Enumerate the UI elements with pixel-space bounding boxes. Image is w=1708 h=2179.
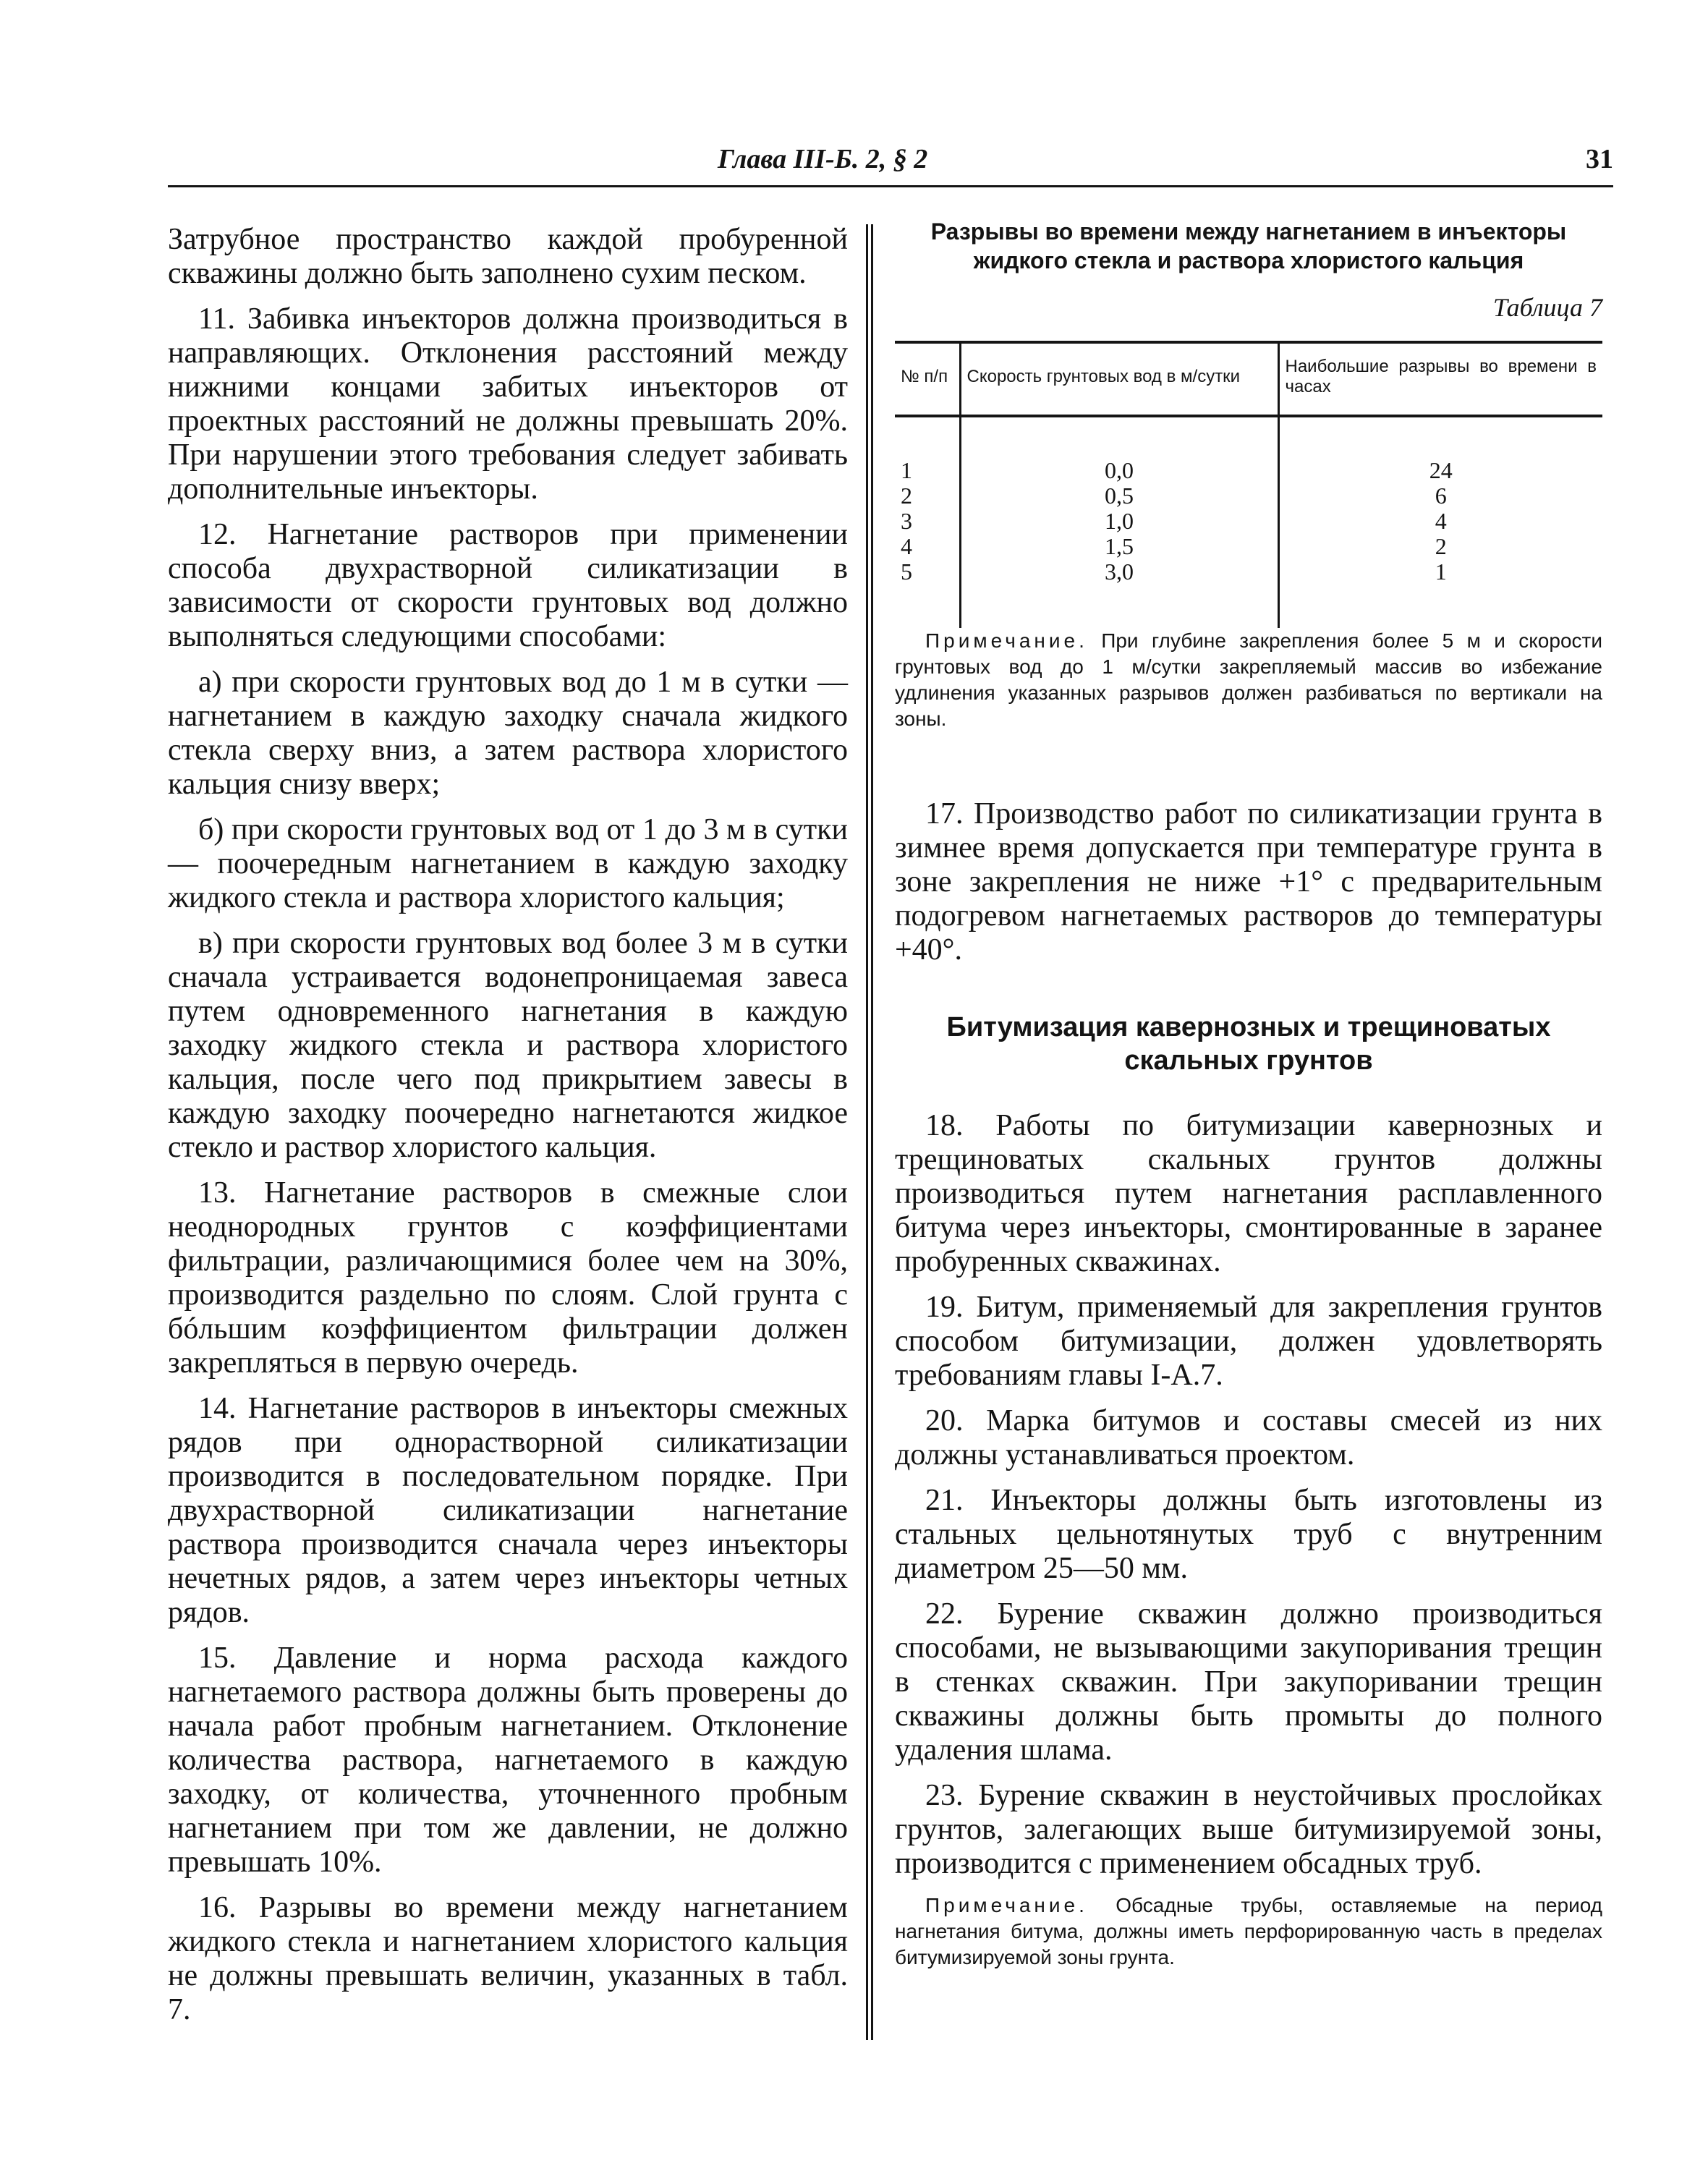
row-interval: 6 — [1278, 483, 1602, 509]
paragraph-12a: а) при скорости грунтовых вод до 1 м в сутки — нагнетанием в каждую заходку сначала жидкого стекла сверху вниз, а затем раствора хлористого кальция снизу вверх; — [168, 666, 848, 801]
table-row — [895, 509, 1602, 534]
table-row — [895, 559, 1602, 628]
bitumen-note-text: Обсадные трубы, оставляемые на период нагнетания битума, должны иметь перфорированную часть в пределах битумизируемой зоны грунта. — [895, 1894, 1603, 1968]
paragraph-16: 16. Разрывы во времени между нагнетанием жидкого стекла и нагнетанием хлористого кальция не должны превышать величин, указанных в табл. 7. — [168, 1891, 848, 2026]
row-velocity: 1,5 — [960, 534, 1278, 559]
header-interval: Наибольшие разрывы во времени в часах — [1278, 342, 1602, 416]
paragraph-19: 19. Битум, применяемый для закрепления грунтов способом битумизации, должен удовлетворять требованиям главы I-А.7. — [895, 1291, 1602, 1392]
paragraph-23: 23. Бурение скважин в неустойчивых прослойках грунтов, залегающих выше битумизируемой зоны, производится с применением обсадных труб. — [895, 1779, 1602, 1880]
bitumen-note-label: Примечание. — [925, 1894, 1088, 1916]
header-number: № п/п — [895, 342, 960, 416]
paragraph-22: 22. Бурение скважин должно производиться способами, не вызывающими закупоривания трещин в стенках скважин. При закупоривании трещин скважины должны быть промыты до полного удаления шлама. — [895, 1597, 1602, 1767]
row-velocity: 0,5 — [960, 483, 1278, 509]
table-note-text: При глубине закрепления более 5 м и скорости грунтовых вод до 1 м/сутки закрепляемый массив во избежание удлинения указанных разрывов должен разбиваться по вертикали на зоны. — [895, 629, 1602, 730]
row-velocity: 3,0 — [960, 559, 1278, 628]
row-velocity: 0,0 — [960, 416, 1278, 483]
row-number: 3 — [901, 508, 912, 534]
row-interval: 4 — [1278, 509, 1602, 534]
table-row — [895, 416, 1602, 483]
paragraph-13: 13. Нагнетание растворов в смежные слои неоднородных грунтов с коэффициентами фильтрации, различающимися более чем на 30%, производится раздельно по слоям. Слой грунта с бóльшим коэффициентом фильтрации должен закрепляться в первую очередь. — [168, 1176, 848, 1380]
paragraph-continuation: Затрубное пространство каждой пробуренной скважины должно быть заполнено сухим песком. — [168, 223, 848, 290]
paragraph-18: 18. Работы по битумизации кавернозных и трещиноватых скальных грунтов должны производиться путем нагнетания расплавленного битума через инъекторы, смонтированные в заранее пробуренных скважинах. — [895, 1109, 1602, 1278]
left-column — [168, 223, 848, 2039]
paragraph-20: 20. Марка битумов и составы смесей из них должны устанавливаться проектом. — [895, 1404, 1602, 1471]
paragraph-17: 17. Производство работ по силикатизации грунта в зимнее время допускается при температуре грунта в зоне закрепления не ниже +1° с предварительным подогревом нагнетаемых растворов до температуры +40°. — [895, 797, 1602, 967]
column-separator — [866, 224, 873, 2040]
row-velocity: 1,0 — [960, 509, 1278, 534]
section-title: Битумизация кавернозных и трещиноватых скальных грунтов — [946, 1012, 1551, 1076]
row-interval: 24 — [1278, 416, 1602, 483]
paragraph-12b: б) при скорости грунтовых вод от 1 до 3 м в сутки — поочередным нагнетанием в каждую заходку жидкого стекла и раствора хлористого кальция; — [168, 813, 848, 914]
chapter-title: Глава III-Б. 2, § 2 — [718, 144, 928, 174]
table-7 — [895, 341, 1602, 628]
table-caption: Разрывы во времени между нагнетанием в инъекторы жидкого стекла и раствора хлористого кальция — [930, 218, 1567, 273]
table-header-row — [895, 342, 1602, 416]
table-row — [895, 534, 1602, 559]
row-number: 1 — [901, 457, 912, 483]
table-label: Таблица 7 — [1492, 293, 1602, 322]
page-number: 31 — [1586, 144, 1613, 174]
table-note-label: Примечание. — [925, 629, 1088, 652]
bitumen-note — [895, 1893, 1602, 1971]
header-rule — [168, 185, 1613, 187]
paragraph-21: 21. Инъекторы должны быть изготовлены из стальных цельнотянутых труб с внутренним диаметром 25—50 мм. — [895, 1484, 1602, 1585]
paragraph-14: 14. Нагнетание растворов в инъекторы смежных рядов при однорастворной силикатизации производится в последовательном порядке. При двухрастворной силикатизации нагнетание раствора производится сначала через инъекторы нечетных рядов, а затем через инъекторы четных рядов. — [168, 1392, 848, 1629]
row-number: 5 — [901, 558, 912, 585]
row-number: 4 — [901, 533, 912, 559]
table-note — [895, 628, 1602, 732]
row-interval: 1 — [1278, 559, 1602, 628]
row-number: 2 — [901, 483, 912, 509]
row-interval: 2 — [1278, 534, 1602, 559]
paragraph-15: 15. Давление и норма расхода каждого нагнетаемого раствора должны быть проверены до начала работ пробным нагнетанием. Отклонение количества раствора, нагнетаемого в каждую заходку, от количества, уточненного пробным нагнетанием при том же давлении, не должно превышать 10%. — [168, 1641, 848, 1879]
paragraph-12c: в) при скорости грунтовых вод более 3 м в сутки сначала устраивается водонепроницаемая завеса путем одновременного нагнетания в каждую заходку жидкого стекла и раствора хлористого кальция, после чего под прикрытием завесы в каждую заходку поочередно нагнетаются жидкое стекло и раствор хлористого кальция. — [168, 927, 848, 1164]
table-row — [895, 483, 1602, 509]
right-column — [895, 217, 1602, 1982]
paragraph-12: 12. Нагнетание растворов при применении способа двухрастворной силикатизации в зависимости от скорости грунтовых вод должно выполняться следующими способами: — [168, 518, 848, 653]
paragraph-11: 11. Забивка инъекторов должна производиться в направляющих. Отклонения расстояний между нижними концами забитых инъекторов от проектных расстояний не должны превышать 20%. При нарушении этого требования следует забивать дополнительные инъекторы. — [168, 302, 848, 506]
header-velocity: Скорость грунтовых вод в м/сутки — [960, 342, 1278, 416]
